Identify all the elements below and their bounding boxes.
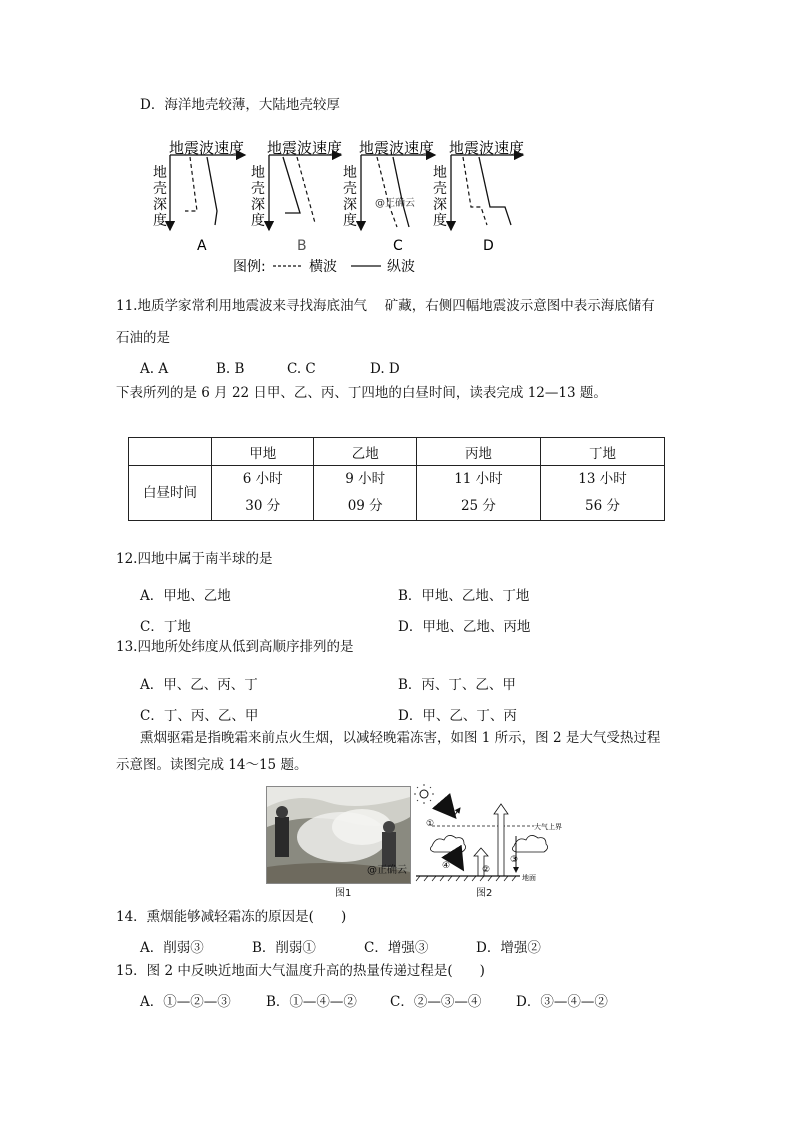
svg-text:壳: 壳 bbox=[153, 181, 167, 197]
cell-ding: 13 小时 56 分 bbox=[540, 466, 664, 521]
q14-option-c[interactable]: C．增强③ bbox=[364, 940, 429, 956]
cloud-left bbox=[430, 835, 465, 852]
svg-text:地: 地 bbox=[153, 165, 167, 181]
svg-text:纵波: 纵波 bbox=[387, 259, 415, 275]
transverse-wave-line-c bbox=[377, 157, 397, 227]
q13-option-c[interactable]: C．丁、丙、乙、甲 bbox=[140, 708, 259, 724]
q14-option-d[interactable]: D．增强② bbox=[476, 940, 541, 956]
table-corner-cell bbox=[129, 438, 212, 466]
passage-line2: 示意图。读图完成 14～15 题。 bbox=[116, 757, 308, 773]
fig2-caption: 图2 bbox=[476, 888, 493, 899]
daylight-table bbox=[128, 437, 665, 521]
q11-stem-line2: 石油的是 bbox=[116, 330, 170, 346]
svg-text:壳: 壳 bbox=[343, 181, 357, 197]
panel-label-d: D bbox=[483, 238, 494, 254]
table-intro: 下表所列的是 6 月 22 日甲、乙、丙、丁四地的白昼时间，读表完成 12—13 题。 bbox=[116, 385, 607, 401]
ground-label: 地面 bbox=[522, 874, 536, 882]
header-bing: 丙地 bbox=[416, 438, 540, 466]
q13-option-b[interactable]: B．丙、丁、乙、甲 bbox=[398, 677, 516, 693]
q14-option-b[interactable]: B．削弱① bbox=[252, 940, 316, 956]
seismic-legend bbox=[233, 258, 415, 275]
q14-stem: 14．熏烟能够减轻霜冻的原因是( ) bbox=[116, 909, 347, 925]
panel-label-a: A bbox=[197, 238, 207, 254]
header-jia: 甲地 bbox=[212, 438, 314, 466]
q12-option-b[interactable]: B．甲地、乙地、丁地 bbox=[398, 588, 530, 604]
q11-option-a[interactable]: A. A bbox=[140, 361, 169, 377]
transverse-wave-line-d bbox=[463, 157, 487, 225]
cloud-right bbox=[512, 835, 547, 852]
q15-option-b[interactable]: B．①—④—② bbox=[266, 994, 357, 1010]
svg-text:图例:: 图例: bbox=[233, 259, 266, 275]
svg-text:壳: 壳 bbox=[433, 181, 447, 197]
svg-text:地震波速度: 地震波速度 bbox=[449, 139, 525, 157]
seismic-panel-b bbox=[251, 139, 342, 254]
svg-text:度: 度 bbox=[251, 213, 265, 229]
q15-stem: 15．图 2 中反映近地面大气温度升高的热量传递过程是( ) bbox=[116, 963, 485, 979]
table-header-row bbox=[129, 438, 665, 466]
marker-4: ④ bbox=[442, 861, 451, 871]
svg-text:深: 深 bbox=[251, 197, 265, 213]
cell-yi: 9 小时 09 分 bbox=[314, 466, 416, 521]
atmosphere-top-label: 大气上界 bbox=[534, 823, 562, 831]
seismic-wave-figure bbox=[145, 135, 545, 277]
longitudinal-wave-line-b bbox=[283, 157, 300, 213]
svg-text:深: 深 bbox=[343, 197, 357, 213]
velocity-axis-title: 地震波速度 bbox=[169, 139, 245, 157]
svg-text:度: 度 bbox=[343, 213, 357, 229]
q12-option-d[interactable]: D．甲地、乙地、丙地 bbox=[398, 619, 531, 635]
svg-text:地: 地 bbox=[433, 165, 447, 181]
marker-1: ① bbox=[426, 819, 435, 829]
panel-label-b: B bbox=[297, 238, 307, 254]
q13-option-a[interactable]: A．甲、乙、丙、丁 bbox=[140, 677, 258, 693]
atmosphere-heating-diagram bbox=[412, 784, 572, 884]
smoke-photo bbox=[266, 786, 411, 884]
transverse-wave-line-a bbox=[185, 157, 197, 211]
svg-text:壳: 壳 bbox=[251, 181, 265, 197]
svg-text:横波: 横波 bbox=[309, 259, 337, 275]
seismic-panel-d bbox=[433, 139, 524, 254]
svg-text:度: 度 bbox=[433, 213, 447, 229]
svg-text:度: 度 bbox=[153, 213, 167, 229]
watermark-text: @正确云 bbox=[367, 865, 407, 876]
marker-3: ③ bbox=[510, 855, 519, 865]
watermark-text: @正确云 bbox=[375, 198, 415, 209]
q15-option-c[interactable]: C．②—③—④ bbox=[390, 994, 482, 1010]
seismic-panel-a bbox=[153, 139, 245, 254]
q13-option-d[interactable]: D．甲、乙、丁、丙 bbox=[398, 708, 517, 724]
q11-option-b[interactable]: B. B bbox=[216, 361, 245, 377]
q14-option-a[interactable]: A．削弱③ bbox=[140, 940, 204, 956]
q11-option-c[interactable]: C. C bbox=[287, 361, 316, 377]
q13-stem: 13.四地所处纬度从低到高顺序排列的是 bbox=[116, 639, 354, 655]
q10-option-d: D．海洋地壳较薄，大陆地壳较厚 bbox=[140, 97, 340, 113]
longitudinal-wave-line-c bbox=[393, 157, 409, 227]
cell-jia: 6 小时 30 分 bbox=[212, 466, 314, 521]
fig1-caption: 图1 bbox=[335, 888, 352, 899]
q15-option-a[interactable]: A．①—②—③ bbox=[140, 994, 231, 1010]
svg-text:深: 深 bbox=[433, 197, 447, 213]
cell-bing: 11 小时 25 分 bbox=[416, 466, 540, 521]
q12-stem: 12.四地中属于南半球的是 bbox=[116, 551, 273, 567]
q11-option-d[interactable]: D. D bbox=[370, 361, 400, 377]
row-label: 白昼时间 bbox=[129, 466, 212, 521]
q11-stem-line1: 11.地质学家常利用地震波来寻找海底油气 矿藏，右侧四幅地震波示意图中表示海底储有 bbox=[116, 298, 655, 314]
svg-text:地: 地 bbox=[251, 165, 265, 181]
passage-line1: 熏烟驱霜是指晚霜来前点火生烟，以减轻晚霜冻害，如图 1 所示，图 2 是大气受热过程 bbox=[140, 730, 661, 746]
svg-text:地震波速度: 地震波速度 bbox=[267, 139, 343, 157]
header-ding: 丁地 bbox=[540, 438, 664, 466]
q12-option-c[interactable]: C．丁地 bbox=[140, 619, 191, 635]
marker-2: ② bbox=[482, 865, 491, 875]
svg-text:地震波速度: 地震波速度 bbox=[359, 139, 435, 157]
q12-option-a[interactable]: A．甲地、乙地 bbox=[140, 588, 231, 604]
panel-label-c: C bbox=[393, 238, 403, 254]
header-yi: 乙地 bbox=[314, 438, 416, 466]
seismic-panel-c bbox=[343, 139, 435, 254]
svg-text:深: 深 bbox=[153, 197, 167, 213]
svg-text:地: 地 bbox=[343, 165, 357, 181]
sun-icon bbox=[420, 790, 428, 798]
longitudinal-wave-line-d bbox=[479, 157, 511, 225]
table-row bbox=[129, 466, 665, 521]
q15-option-d[interactable]: D．③—④—② bbox=[516, 994, 608, 1010]
longitudinal-wave-line-a bbox=[207, 157, 217, 225]
